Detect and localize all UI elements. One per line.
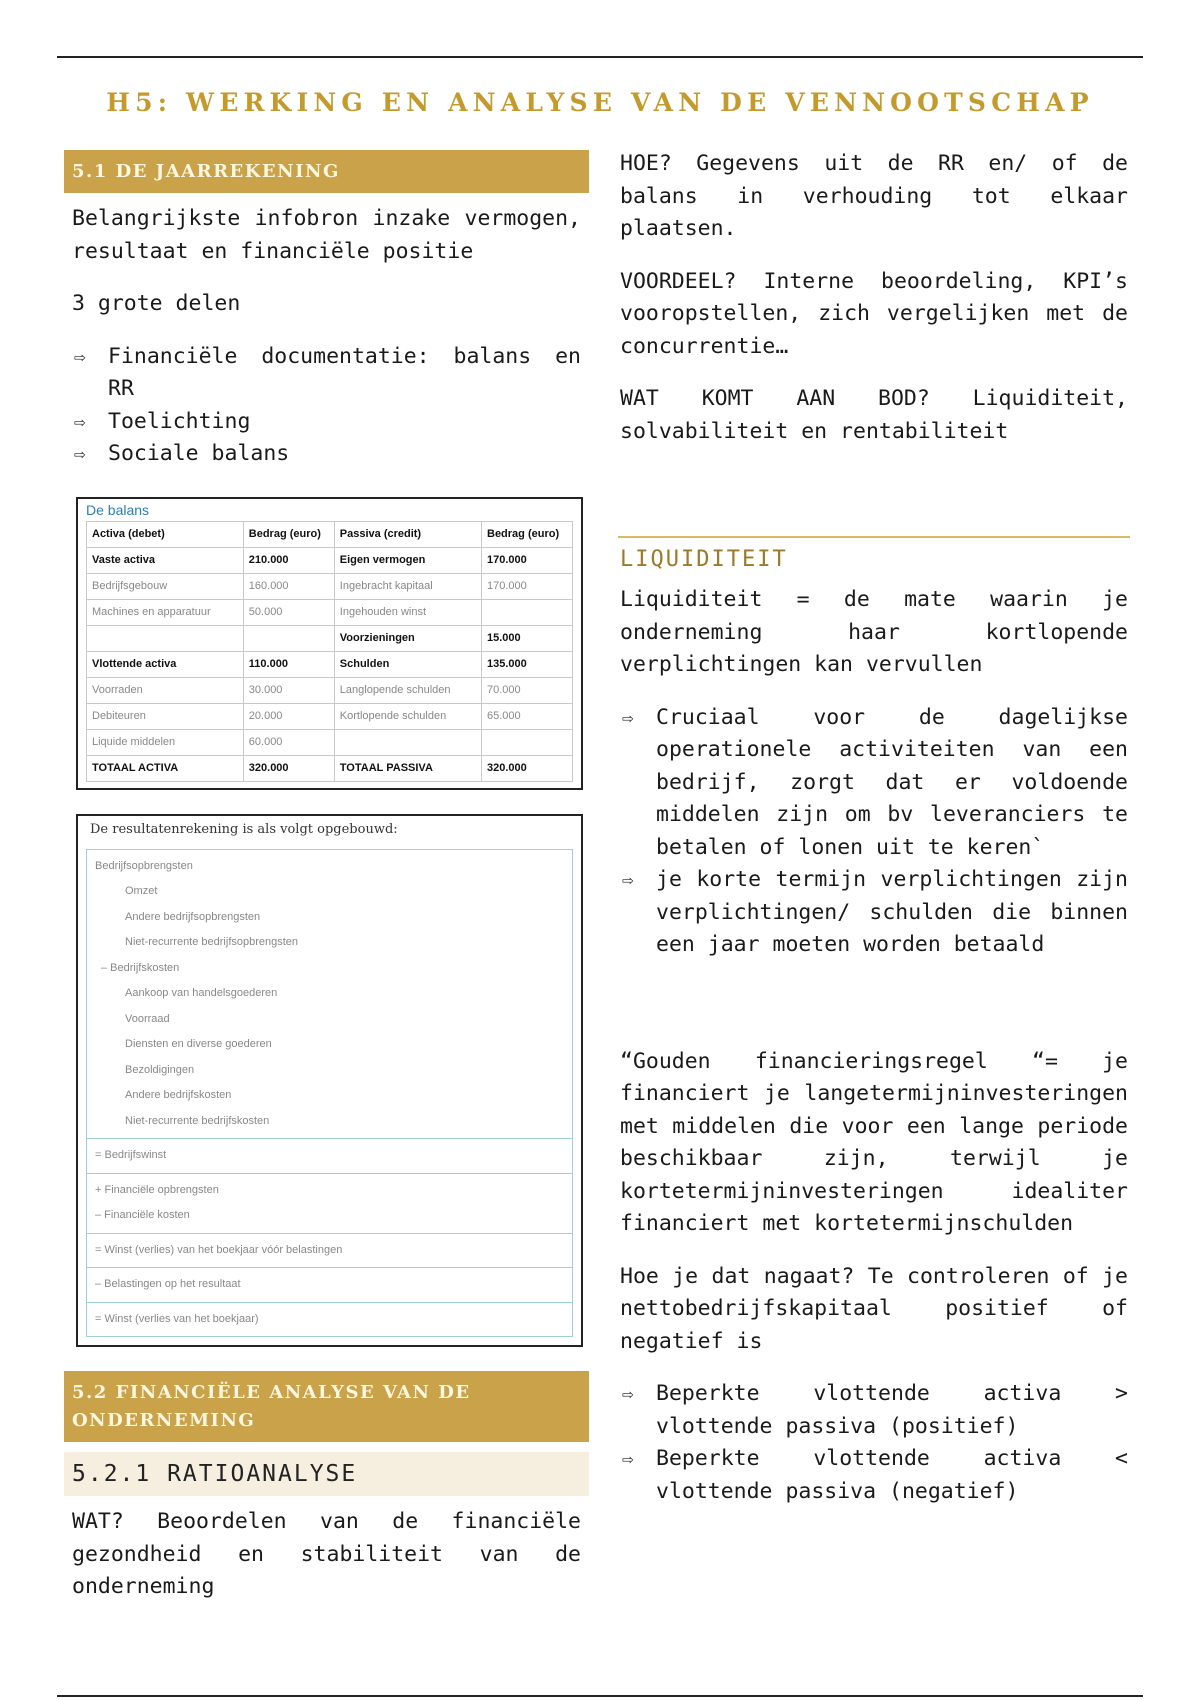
subsection-heading-ratioanalyse: 5.2.1 RATIOANALYSE [64,1452,589,1496]
list-item: ⇨ Beperkte vlottende activa > vlottende passiva (positief) [620,1378,1128,1443]
table-row: Liquide middelen 60.000 [87,729,573,755]
ratioanalyse-wat: WAT? Beoordelen van de financiële gezondheid en stabiliteit van de onderneming [72,1509,581,1599]
list-item: ⇨ Beperkte vlottende activa < vlottende passiva (negatief) [620,1443,1128,1508]
section-heading-jaarrekening: 5.1 DE JAARREKENING [64,150,589,193]
table-header-row: Activa (debet) Bedrag (euro) Passiva (credit) Bedrag (euro) [87,521,573,547]
list-item: ⇨ je korte termijn verplichtingen zijn verplichtingen/ schulden die binnen een jaar moeten worden betaald [620,864,1128,962]
table-row: Vlottende activa 110.000 Schulden 135.000 [87,651,573,677]
table-row: Bedrijfsgebouw 160.000 Ingebracht kapitaal 170.000 [87,573,573,599]
parts-label: 3 grote delen [72,291,241,316]
heading-liquiditeit: LIQUIDITEIT [620,547,788,572]
section-heading-financiele-analyse: 5.2 FINANCIËLE ANALYSE VAN DE ONDERNEMING [64,1371,589,1442]
balance-sheet-figure [76,497,583,790]
income-statement-row: = Winst (verlies van het boekjaar) [95,1312,259,1325]
left-column [64,148,589,1624]
income-statement-row: + Financiële opbrengsten – Financiële kosten [87,1174,572,1234]
list-item: ⇨ Cruciaal voor de dagelijkse operationele activiteiten van een bedrijf, zorgt dat er voldoende middelen zijn om bv leveranciers te betalen of lonen uit te keren` [620,702,1128,865]
income-statement-row: – Belastingen op het resultaat [87,1268,572,1303]
list-item: ⇨ Toelichting [72,406,581,439]
arrow-icon: ⇨ [622,869,634,891]
section-divider [618,536,1130,538]
table-row: Machines en apparatuur 50.000 Ingehouden winst [87,599,573,625]
jaarrekening-intro: Belangrijkste infobron inzake vermogen, resultaat en financiële positie [72,206,581,264]
income-statement-box [86,849,573,1338]
list-item: ⇨ Financiële documentatie: balans en RR [72,341,581,406]
income-statement-row: = Winst (verlies) van het boekjaar vóór belastingen [87,1234,572,1269]
table-row: Vaste activa 210.000 Eigen vermogen 170.000 [87,547,573,573]
arrow-icon: ⇨ [622,1448,634,1470]
spacer [618,982,1130,1046]
page-title: H5: WERKING EN ANALYSE VAN DE VENNOOTSCHAP [106,88,1094,117]
arrow-icon: ⇨ [74,345,86,368]
table-row: TOTAAL ACTIVA 320.000 TOTAAL PASSIVA 320.000 [87,755,573,781]
top-rule [57,56,1143,58]
gouden-financieringsregel: “Gouden financieringsregel “= je financiert je langetermijninvesteringen met middelen die voor een lange periode beschikbaar zijn, terwijl je kortetermijninvesteringen idealiter financiert met kortetermijnschulden [620,1048,1128,1236]
spacer [618,468,1130,536]
arrow-icon: ⇨ [74,410,86,433]
liquiditeit-definition: Liquiditeit = de mate waarin je onderneming haar kortlopende verplichtingen kan vervullen [620,587,1128,677]
liquiditeit-points [618,702,1130,962]
table-row: Voorraden 30.000 Langlopende schulden 70.000 [87,677,573,703]
arrow-icon: ⇨ [622,1383,634,1405]
ratio-wat-komt-aan-bod: WAT KOMT AAN BOD? Liquiditeit, solvabiliteit en rentabiliteit [620,386,1128,444]
arrow-icon: ⇨ [622,706,634,729]
arrow-icon: ⇨ [74,443,86,465]
nagaan-points [618,1378,1130,1508]
bottom-rule [57,1695,1143,1697]
table-row: Debiteuren 20.000 Kortlopende schulden 65.000 [87,703,573,729]
income-statement-main: Bedrijfsopbrengsten Omzet Andere bedrijfsopbrengsten Niet-recurrente bedrijfsopbrengsten – Bedrijfskosten Aankoop van handelsgoederen Voorraad Diensten en diverse goederen Bezoldigingen Andere bedrijfskosten Niet-recurrente bedrijfskosten [87,850,572,1140]
table-row: Voorzieningen 15.000 [87,625,573,651]
income-statement-figure [76,814,583,1348]
parts-list [64,341,589,471]
ratio-hoe: HOE? Gegevens uit de RR en/ of de balans in verhouding tot elkaar plaatsen. [620,151,1128,241]
income-statement-title: De resultatenrekening is als volgt opgebouwd: [90,821,398,837]
balance-sheet-table [86,521,573,782]
balance-sheet-title: De balans [86,501,150,518]
income-statement-row: = Bedrijfswinst [87,1139,572,1174]
ratio-voordeel: VOORDEEL? Interne beoordeling, KPI’s vooropstellen, zich vergelijken met de concurrentie… [620,268,1128,359]
right-column [618,148,1130,1528]
list-item: ⇨ Sociale balans [72,438,581,471]
nagaan-text: Hoe je dat nagaat? Te controleren of je nettobedrijfskapitaal positief of negatief is [620,1263,1128,1354]
